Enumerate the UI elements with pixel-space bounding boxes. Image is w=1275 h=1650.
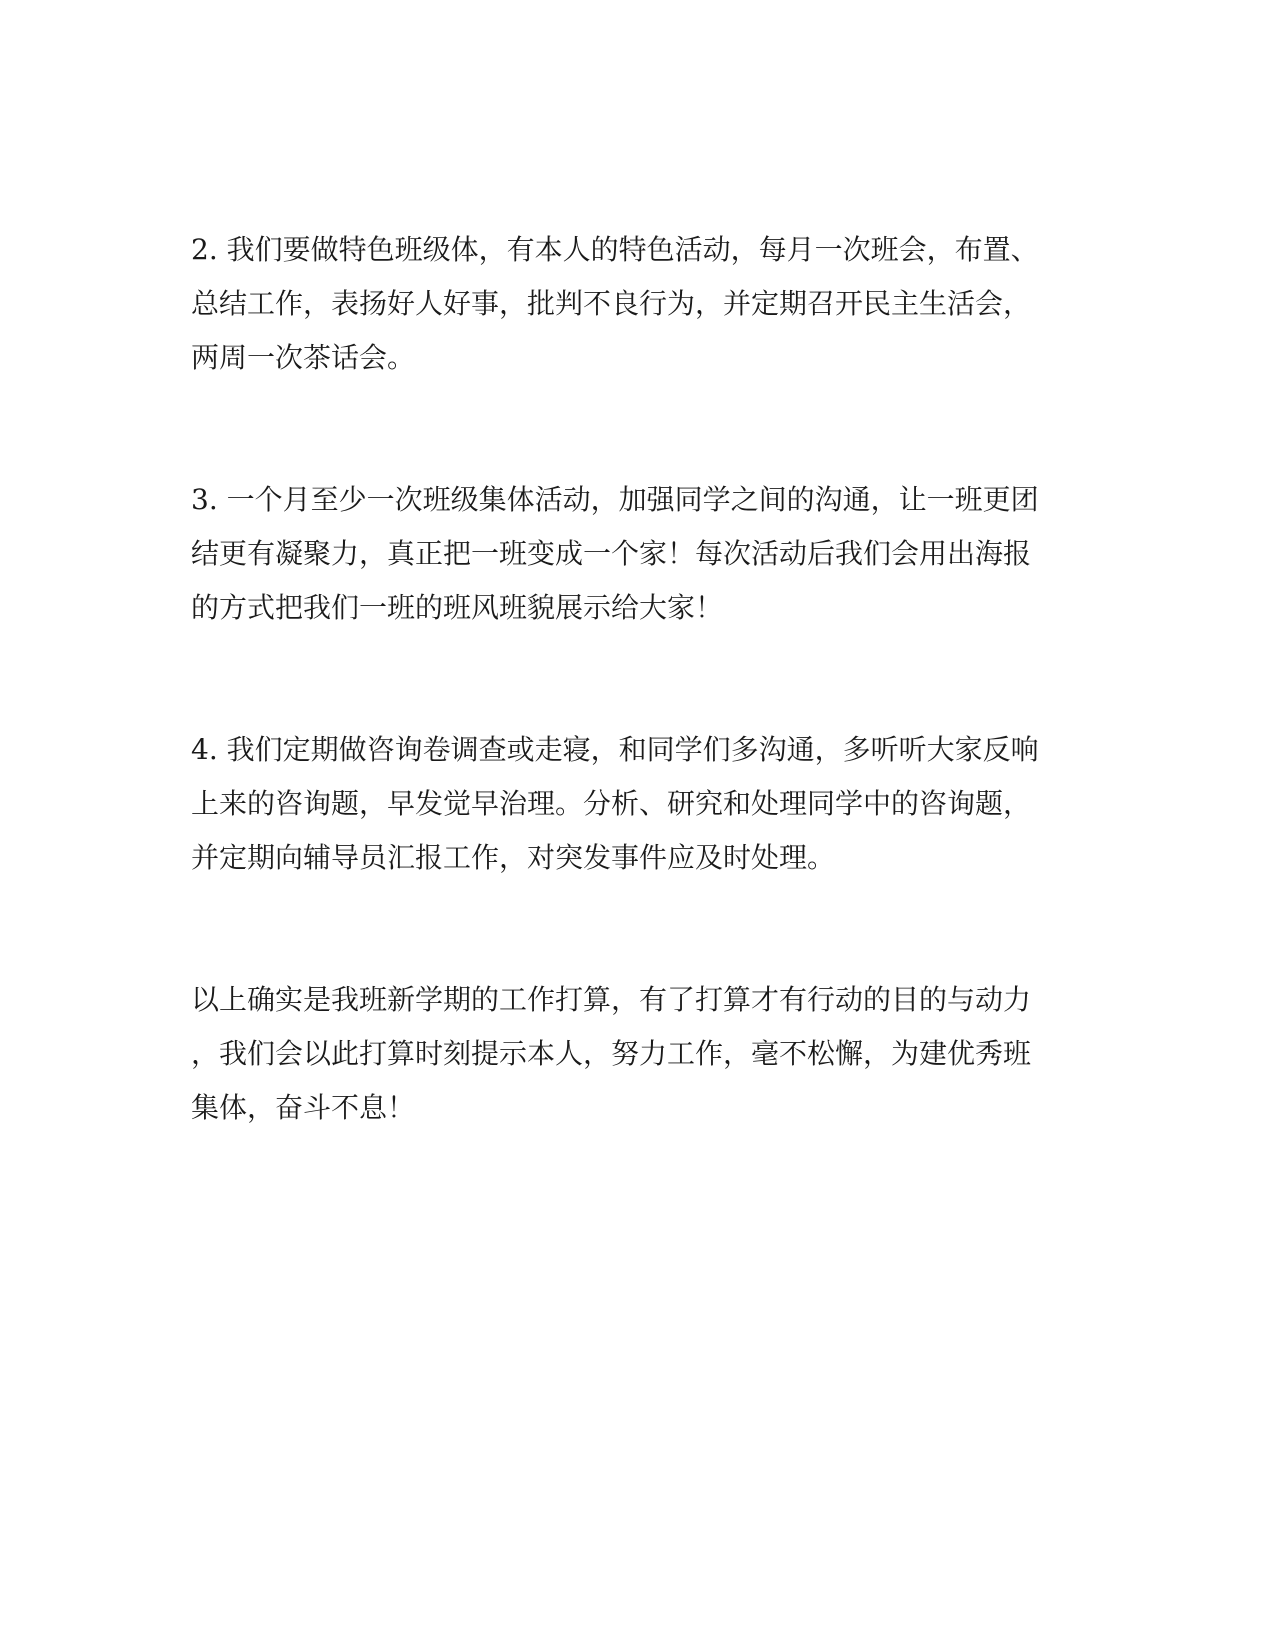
paragraph-line: ，我们会以此打算时刻提示本人，努力工作，毫不松懈，为建优秀班 [191,1037,1032,1070]
paragraph-line: 上来的咨询题，早发觉早治理。分析、研究和处理同学中的咨询题， [191,787,1032,820]
paragraph-spacer [191,885,1071,973]
paragraph-item-4 [191,723,1071,885]
paragraph-spacer [191,385,1071,473]
paragraph-line: 3. 一个月至少一次班级集体活动，加强同学之间的沟通，让一班更团 [191,483,1039,516]
paragraph-line: 总结工作，表扬好人好事，批判不良行为，并定期召开民主生活会， [191,287,1032,320]
paragraph-spacer [191,635,1071,723]
paragraph-line: 4. 我们定期做咨询卷调查或走寝，和同学们多沟通，多听听大家反响 [191,733,1039,766]
paragraph-line: 以上确实是我班新学期的工作打算，有了打算才有行动的目的与动力 [191,983,1032,1016]
document-body [191,223,1071,1135]
paragraph-line: 结更有凝聚力，真正把一班变成一个家！每次活动后我们会用出海报 [191,537,1032,570]
paragraph-line: 2. 我们要做特色班级体，有本人的特色活动，每月一次班会，布置、 [191,233,1039,266]
paragraph-line: 两周一次茶话会。 [191,341,416,374]
paragraph-conclusion [191,973,1071,1135]
paragraph-line: 并定期向辅导员汇报工作，对突发事件应及时处理。 [191,841,836,874]
paragraph-item-2 [191,223,1071,385]
paragraph-line: 的方式把我们一班的班风班貌展示给大家！ [191,591,724,624]
paragraph-item-3 [191,473,1071,635]
paragraph-line: 集体，奋斗不息！ [191,1091,416,1124]
